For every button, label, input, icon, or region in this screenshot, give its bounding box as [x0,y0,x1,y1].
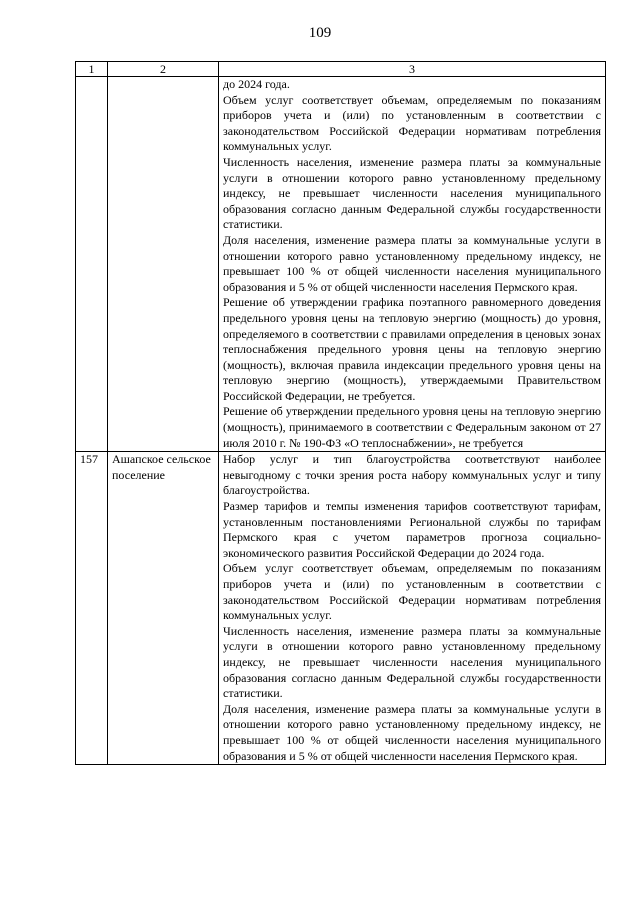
tariff-table [75,61,606,765]
condition-paragraph: Доля населения, изменение размера платы за коммунальные услуги в отношении которого равно установленному предельному индексу, не превышает 100 % от общей численности населения муниципального образования и 5 % от общей численности населения Пермского края. [223,232,601,294]
conditions-cell [219,77,606,452]
column-header-2: 2 [108,62,219,77]
row-number [76,77,108,452]
condition-paragraph: Доля населения, изменение размера платы за коммунальные услуги в отношении которого равно установленному предельному индексу, не превышает 100 % от общей численности населения муниципального образования и 5 % от общей численности населения Пермского края. [223,701,601,763]
page-number: 109 [308,25,332,41]
condition-paragraph: до 2024 года. [223,77,290,91]
column-header-1: 1 [76,62,108,77]
condition-paragraph: Объем услуг соответствует объемам, определяемым по показаниям приборов учета и (или) по установленным в соответствии с законодательством Российской Федерации нормативам потребления коммунальных услуг. [223,561,601,623]
conditions-cell [219,452,606,765]
column-header-3: 3 [219,62,606,77]
table-row-continuation [76,77,606,452]
condition-paragraph: Решение об утверждении предельного уровня цены на тепловую энергию (мощность), принимаемого в соответствии с Федеральным законом от 27 июля 2010 г. № 190-ФЗ «О теплоснабжении», не требуется [223,404,601,450]
table-header-row [76,62,606,77]
condition-paragraph: Численность населения, изменение размера платы за коммунальные услуги в отношении которого равно установленному предельному индексу, не превышает численности населения муниципального образования согласно данным Федеральной службы государственности статистики. [223,154,601,232]
table-row-157 [76,452,606,765]
municipality-name [108,77,219,452]
condition-paragraph: Решение об утверждении графика поэтапного равномерного доведения предельного уровня цены на тепловую энергию (мощность) до уровня, определяемого в соответствии с правилами определения в ценовых зонах теплоснабжения предельного уровня цены на тепловую энергию (мощность), включая правила индексации предельного уровня цены на тепловую энергию (мощность), утверждаемыми Правительством Российской Федерации, не требуется. [223,295,601,403]
row-number: 157 [76,452,108,765]
condition-paragraph: Размер тарифов и темпы изменения тарифов соответствуют тарифам, установленным постановлениями Региональной службы по тарифам Пермского края с учетом параметров прогноза социально-экономического развития Российской Федерации до 2024 года. [223,499,601,560]
condition-paragraph: Численность населения, изменение размера платы за коммунальные услуги в отношении которого равно установленному предельному индексу, не превышает численности населения муниципального образования согласно данным Федеральной службы государственности статистики. [223,623,601,701]
condition-paragraph: Набор услуг и тип благоустройства соответствуют наиболее невыгодному с точки зрения роста набору коммунальных услуг и типу благоустройства. [223,452,601,498]
condition-paragraph: Объем услуг соответствует объемам, определяемым по показаниям приборов учета и (или) по установленным в соответствии с законодательством Российской Федерации нормативам потребления коммунальных услуг. [223,92,601,154]
municipality-name: Ашапское сельское поселение [108,452,219,765]
